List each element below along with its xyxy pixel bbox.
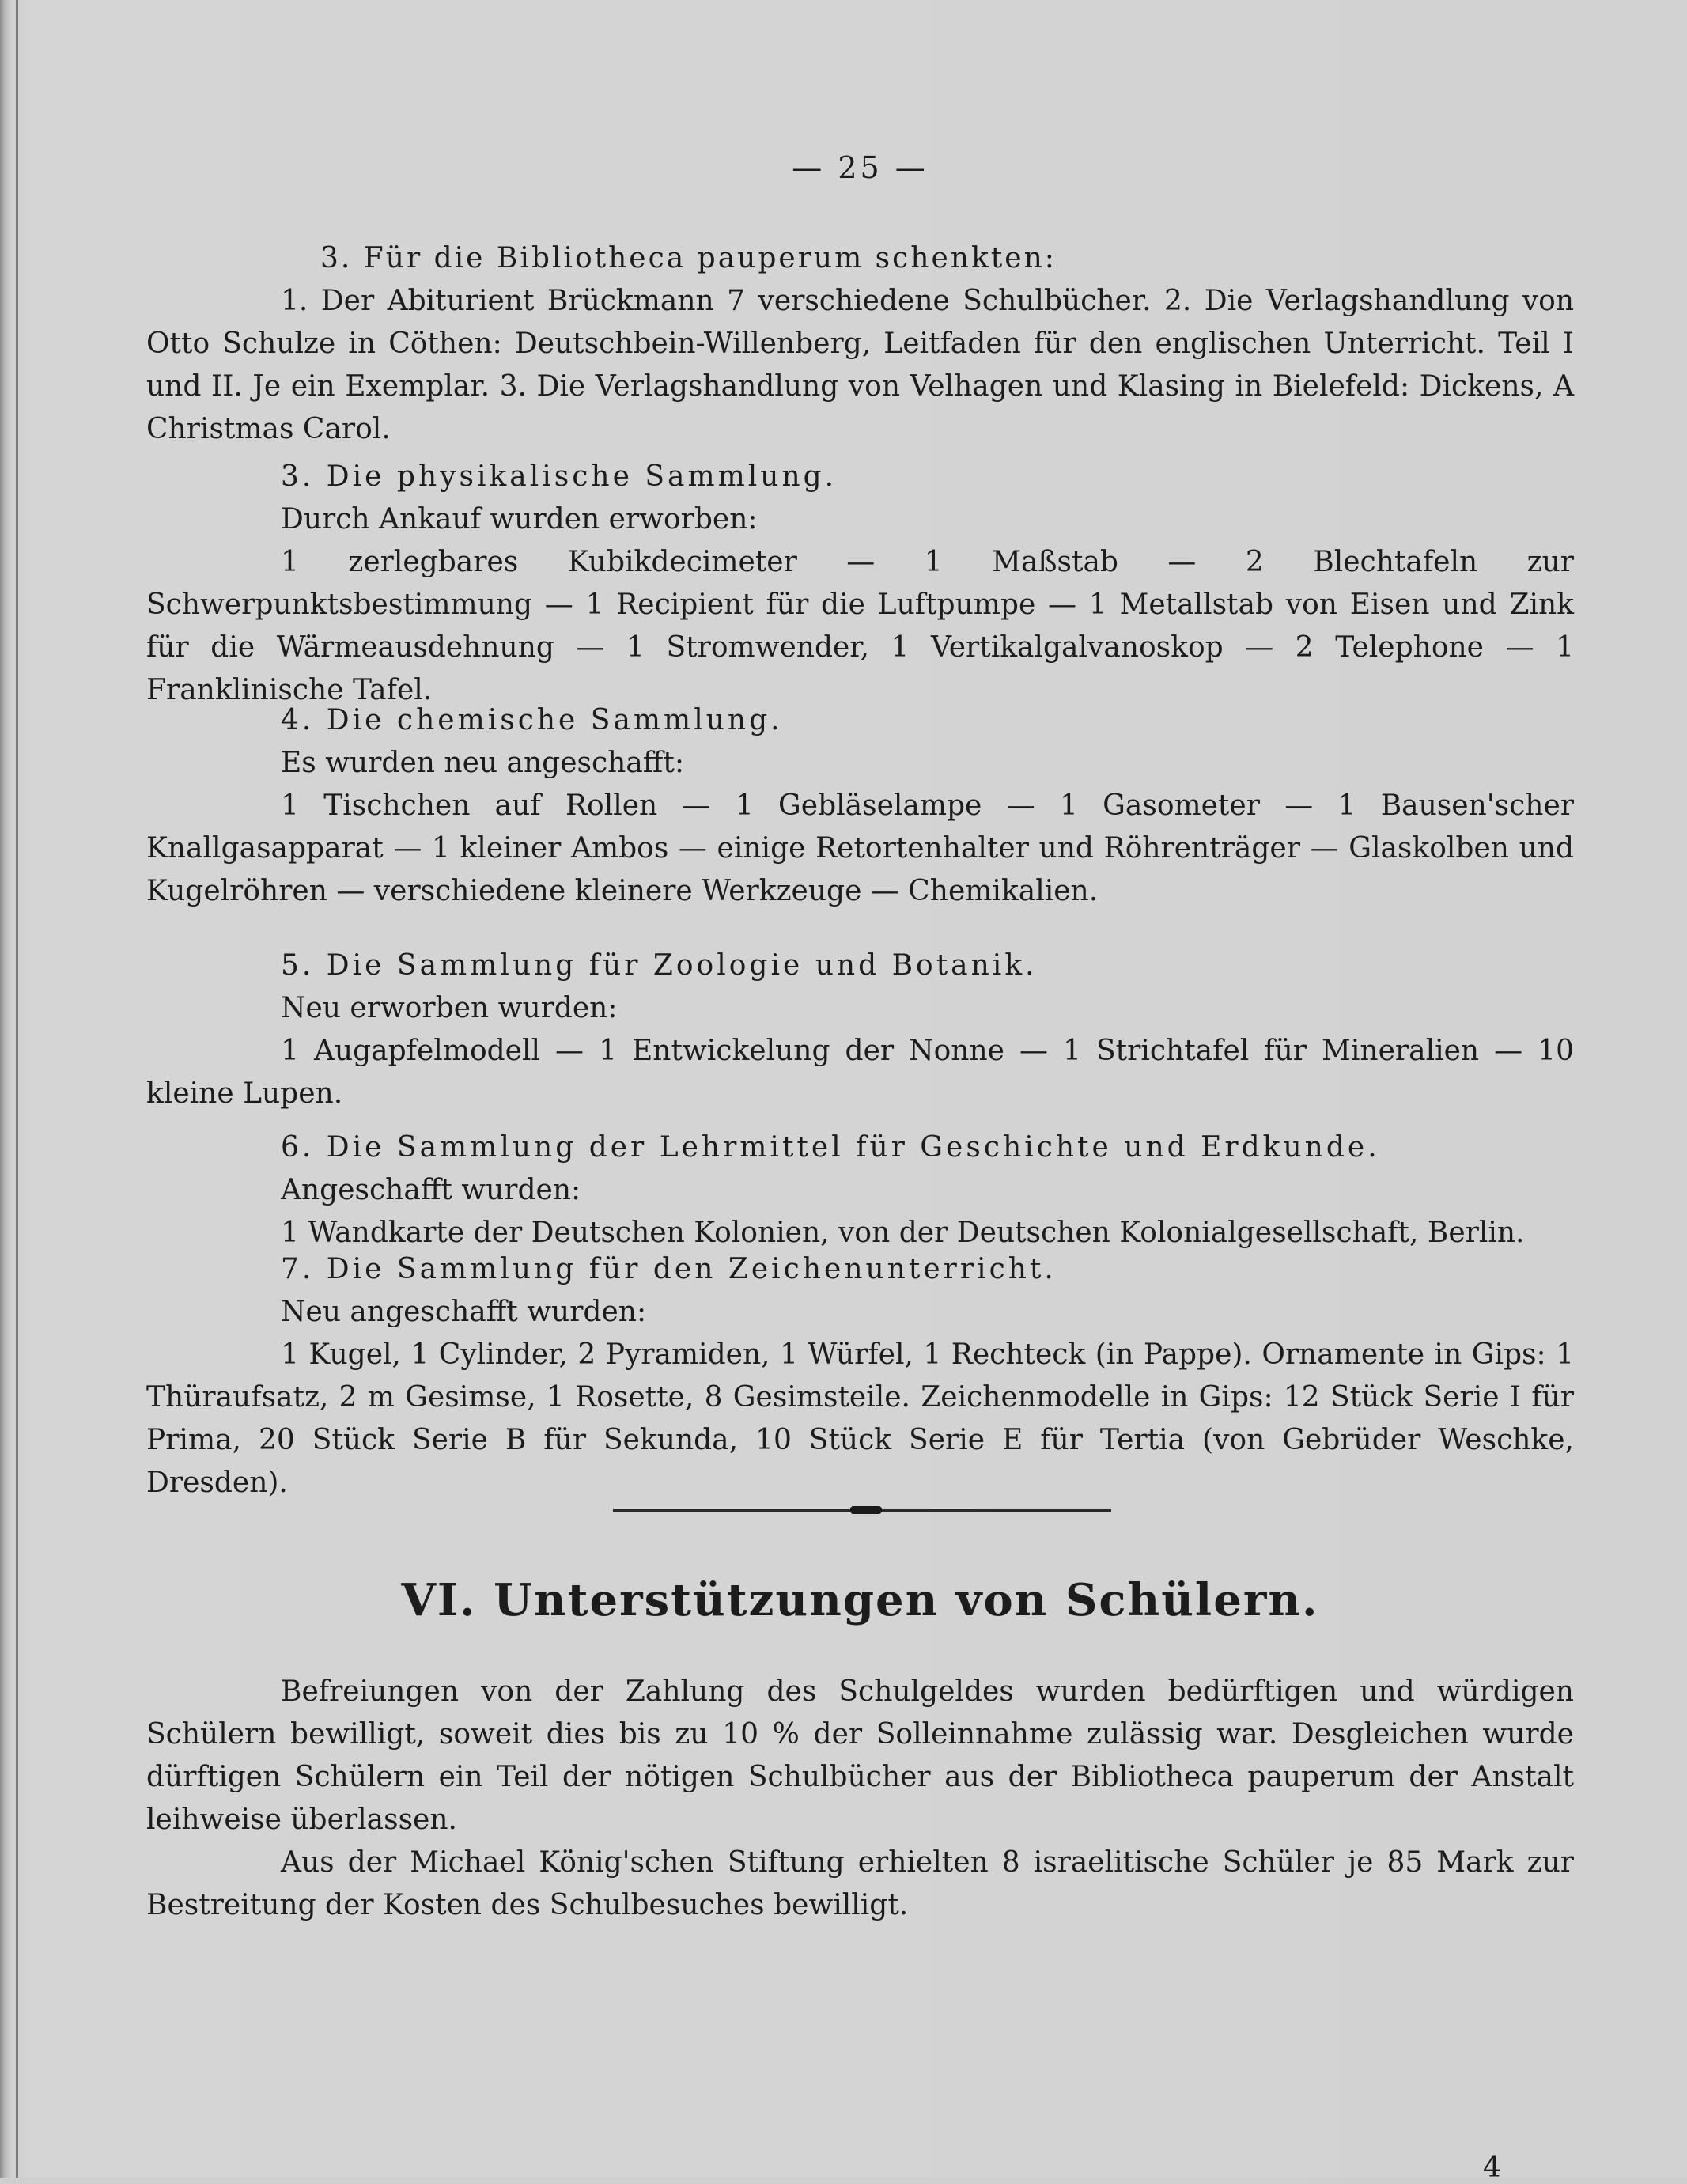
- library-heading: 3. Für die Bibliotheca pauperum schenkten:: [320, 242, 1057, 274]
- library-body: 1. Der Abiturient Brückmann 7 verschiedene Schulbücher. 2. Die Verlagshandlung von Otto Schulze in Cöthen: Deutschbein-Willenberg, Leitfaden für den englischen Unterricht. Teil I und II. Je ein Exemplar. 3. Die Verlagshandlung von Velhagen und Klasing in Bielefeld: Dickens, A Christmas Carol.: [146, 285, 1574, 445]
- section-support: [146, 1671, 1574, 1927]
- chemistry-body: 1 Tischchen auf Rollen — 1 Gebläselampe — 1 Gasometer — 1 Bausen'scher Knallgasapparat — 1 kleiner Ambos — einige Retortenhalter und Röhrenträger — Glaskolben und Kugelröhren — verschiedene kleinere Werkzeuge — Chemikalien.: [146, 789, 1574, 907]
- chemistry-heading: 4. Die chemische Sammlung.: [281, 704, 783, 736]
- physics-heading: 3. Die physikalische Sammlung.: [281, 460, 838, 493]
- book-spine-edge: [16, 0, 18, 2178]
- physics-body: 1 zerlegbares Kubikdecimeter — 1 Maßstab — 2 Blechtafeln zur Schwerpunktsbestimmung — 1 Recipient für die Luftpumpe — 1 Metallstab von Eisen und Zink für die Wärmeausdehnung — 1 Stromwender, 1 Vertikalgalvanoskop — 2 Telephone — 1 Franklinische Tafel.: [146, 546, 1574, 706]
- page-number: — 25 —: [792, 150, 929, 185]
- zoology-body: 1 Augapfelmodell — 1 Entwickelung der Nonne — 1 Strichtafel für Mineralien — 10 kleine Lupen.: [146, 1035, 1574, 1110]
- zoology-intro: Neu erworben wurden:: [281, 992, 618, 1024]
- support-paragraph-2: Aus der Michael König'schen Stiftung erhielten 8 israelitische Schüler je 85 Mark zur Bestreitung der Kosten des Schulbesuches bewilligt.: [146, 1846, 1574, 1921]
- support-paragraph-1: Befreiungen von der Zahlung des Schulgeldes wurden bedürftigen und würdigen Schülern bewilligt, soweit dies bis zu 10 % der Solleinnahme zulässig war. Desgleichen wurde dürftigen Schülern ein Teil der nötigen Schulbücher aus der Bibliotheca pauperum der Anstalt leihweise überlassen.: [146, 1675, 1574, 1836]
- drawing-intro: Neu angeschafft wurden:: [281, 1296, 647, 1328]
- section-history: [146, 1126, 1574, 1255]
- history-body: 1 Wandkarte der Deutschen Kolonien, von der Deutschen Kolonialgesellschaft, Berlin.: [281, 1217, 1525, 1249]
- chemistry-intro: Es wurden neu angeschafft:: [281, 747, 684, 779]
- physics-intro: Durch Ankauf wurden erworben:: [281, 503, 758, 536]
- history-intro: Angeschafft wurden:: [281, 1174, 581, 1206]
- section-zoology: [146, 944, 1574, 1115]
- section-physics: [146, 456, 1574, 712]
- history-heading: 6. Die Sammlung der Lehrmittel für Geschichte und Erdkunde.: [281, 1131, 1380, 1164]
- section-vi-title: VI. Unterstützungen von Schülern.: [401, 1574, 1319, 1626]
- section-chemistry: [146, 699, 1574, 913]
- section-drawing: [146, 1248, 1574, 1505]
- zoology-heading: 5. Die Sammlung für Zoologie und Botanik.: [281, 949, 1038, 982]
- divider-ornament: [850, 1506, 882, 1514]
- drawing-heading: 7. Die Sammlung für den Zeichenunterricht.: [281, 1253, 1057, 1285]
- signature-mark: 4: [1483, 2152, 1501, 2184]
- section-library-donations: [146, 237, 1574, 451]
- drawing-body: 1 Kugel, 1 Cylinder, 2 Pyramiden, 1 Würfel, 1 Rechteck (in Pappe). Ornamente in Gips: 1 Thüraufsatz, 2 m Gesimse, 1 Rosette, 8 Gesimsteile. Zeichenmodelle in Gips: 12 Stück Serie I für Prima, 20 Stück Serie B für Sekunda, 10 Stück Serie E für Tertia (von Gebrüder Weschke, Dresden).: [146, 1338, 1574, 1499]
